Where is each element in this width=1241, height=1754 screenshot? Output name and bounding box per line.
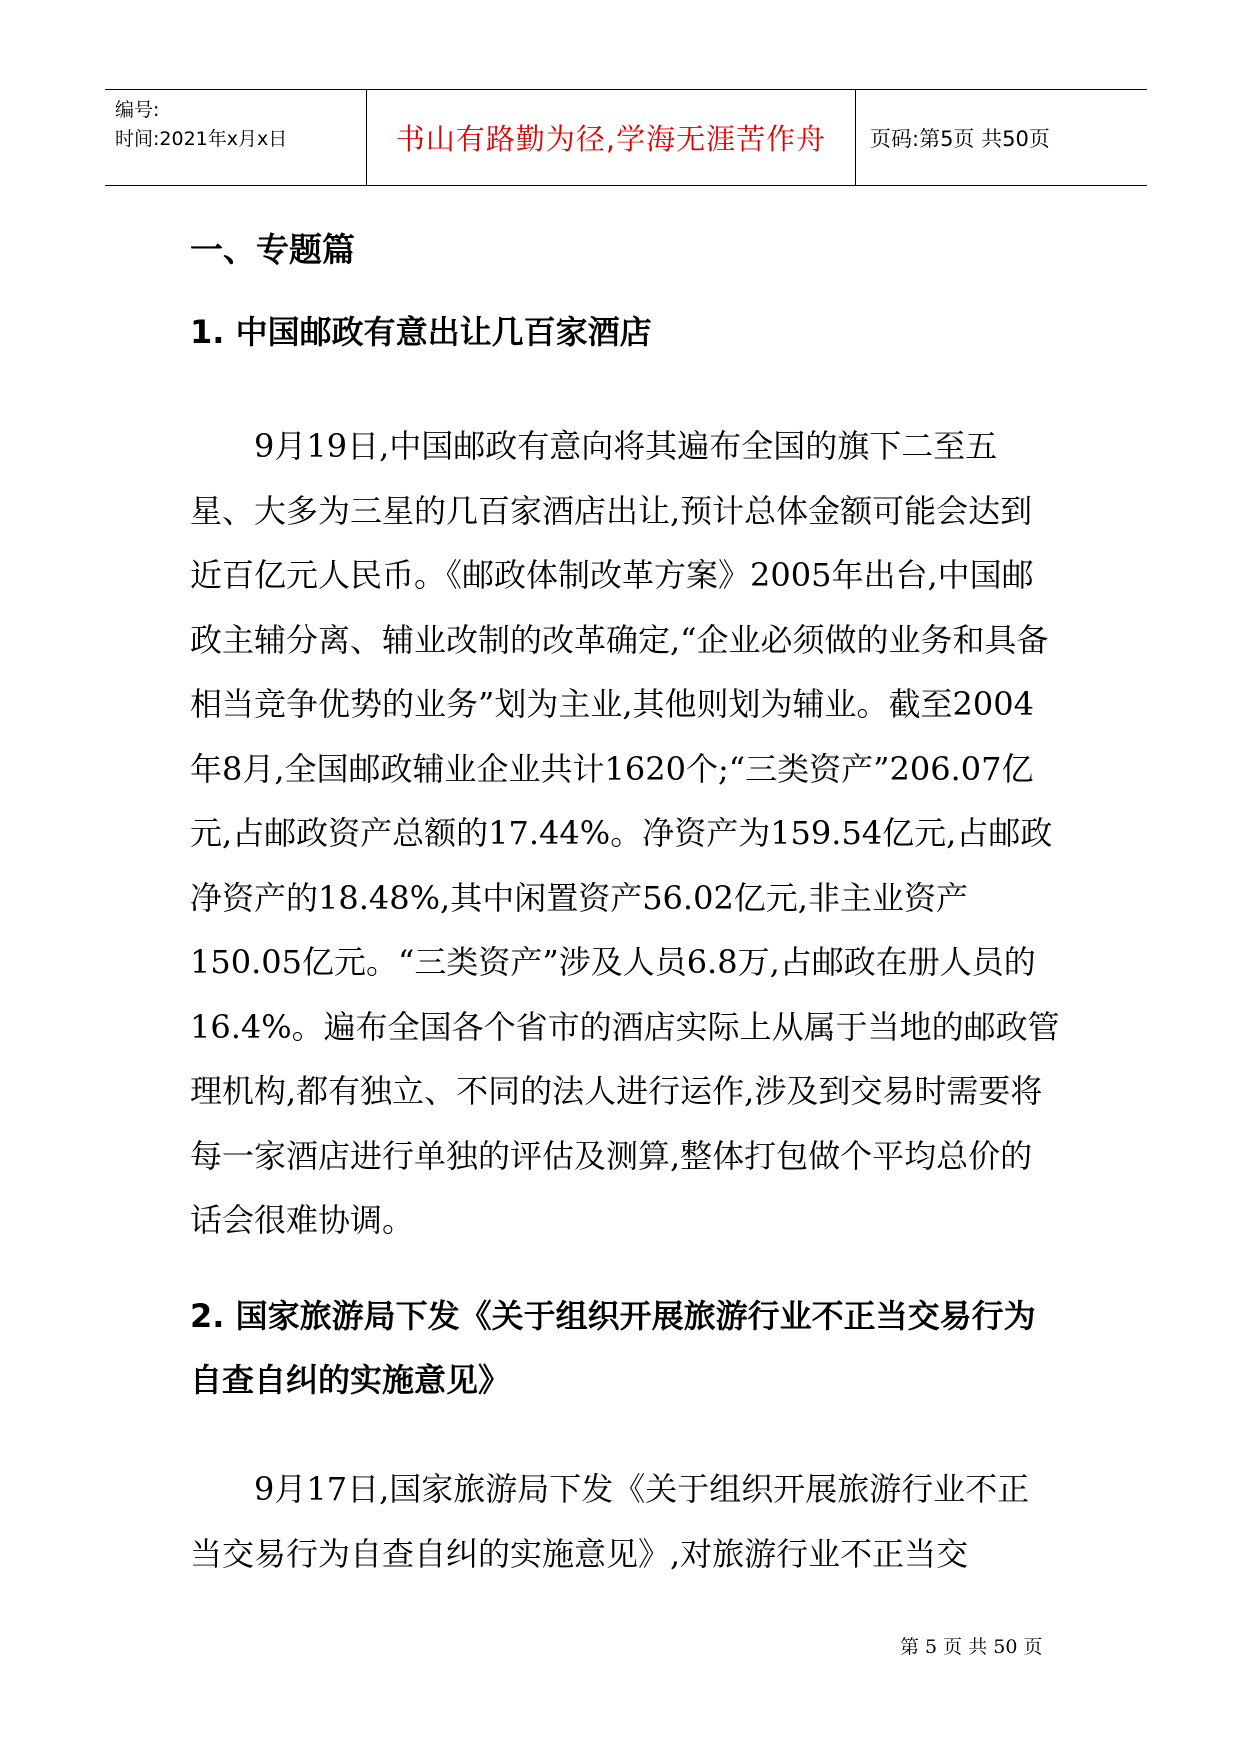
document-header <box>105 89 1147 186</box>
page-footer: 第 5 页 共 50 页 <box>900 1636 1043 1658</box>
header-number-label: 编号: <box>115 99 160 121</box>
header-motto: 书山有路勤为径,学海无涯苦作舟 <box>367 90 856 185</box>
article-2-body: 9月17日,国家旅游局下发《关于组织开展旅游行业不正当交易行为自查自纠的实施意见》,对旅游行业不正当交 <box>190 1470 1030 1573</box>
article-2-heading: 2. 国家旅游局下发《关于组织开展旅游行业不正当交易行为自查自纠的实施意见》 <box>190 1297 1036 1399</box>
header-meta <box>105 90 367 185</box>
article-1-heading: 1. 中国邮政有意出让几百家酒店 <box>190 313 652 351</box>
article-1-body: 9月19日,中国邮政有意向将其遍布全国的旗下二至五星、大多为三星的几百家酒店出让,预计总体金额可能会达到近百亿元人民币。《邮政体制改革方案》2005年出台,中国邮政主辅分离、辅业改制的改革确定,“企业必须做的业务和具备相当竞争优势的业务”划为主业,其他则划为辅业。截至2004年8月,全国邮政辅业企业共计1620个;“三类资产”206.07亿元,占邮政资产总额的17.44%。净资产为159.54亿元,占邮政净资产的18.48%,其中闲置资产56.02亿元,非主业资产150.05亿元。“三类资产”涉及人员6.8万,占邮政在册人员的16.4%。遍布全国各个省市的酒店实际上从属于当地的邮政管理机构,都有独立、不同的法人进行运作,涉及到交易时需要将每一家酒店进行单独的评估及测算,整体打包做个平均总价的话会很难协调。 <box>190 427 1060 1239</box>
header-time-label: 时间:2021年x月x日 <box>115 128 288 150</box>
header-page-label: 页码:第5页 共50页 <box>870 126 1050 151</box>
section-title: 一、专题篇 <box>190 230 355 269</box>
